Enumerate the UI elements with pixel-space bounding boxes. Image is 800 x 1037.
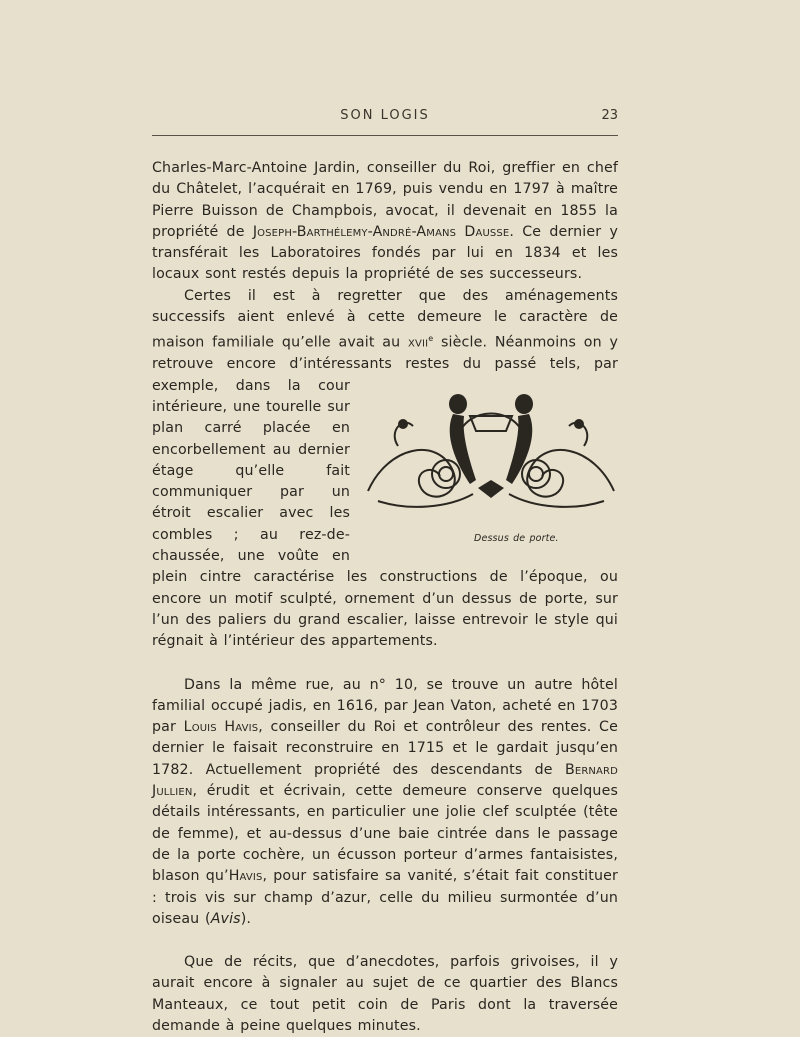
paragraph-2: Certes il est à regretter que des aménagements successifs aient enlevé à cette demeure le caractère de maison familiale qu’elle avait au xvii$^e$ siècle. Néanmoins on y retrouve encore d’intéressants restes Dessus de porte. du passé tels, par exemple, dans la cour intérieure, une tourelle sur plan carré placée en encorbellement au dernier étage qu’elle fait communiquer par un étroit escalier avec les combles ; au rez-de-chaussée, une voûte en plein cintre caractérise les constructions de l’époque, ou encore un motif sculpté, ornement d’un dessus de porte, sur l’un des paliers du grand escalier, laisse entrevoir le style qui régnait à l’intérieur des appartements.: [152, 286, 618, 653]
paragraph-4: Que de récits, que d’anecdotes, parfois grivoises, il y aurait encore à signaler au sujet de ce quartier des Blancs Manteaux, ce tout petit coin de Paris dont la traversée demande à peine quelques minutes.: [152, 954, 618, 1035]
page-number: 23: [601, 108, 618, 123]
body-text: [152, 158, 618, 1037]
century-numeral: xvii: [408, 335, 429, 352]
person-name: Louis Havis: [183, 719, 259, 736]
header-rule: [152, 135, 618, 136]
person-name: Havis: [228, 868, 263, 885]
avis-word: Avis: [210, 910, 241, 927]
paragraph-1: Charles-Marc-Antoine Jardin, conseiller du Roi, greffier en chef du Châtelet, l’acquérait en 1769, puis vendu en 1797 à maître Pierre Buisson de Champbois, avocat, il devenait en 1855 la propriété de Joseph-Barthélemy-André-Amans Dausse. Ce dernier y transférait les Laboratoires fondés par lui en 1834 et les locaux sont restés depuis la propriété de ses successeurs.: [152, 160, 619, 283]
door-ornament-figure: [358, 376, 624, 549]
person-name: Joseph-Barthélemy-André-Amans Dausse: [252, 223, 510, 240]
page-header: [152, 108, 618, 130]
ornament-carving-icon: [358, 376, 624, 526]
person-name: Bernard Jullien: [152, 761, 618, 800]
paragraph-3: Dans la même rue, au n° 10, se trouve un autre hôtel familial occupé jadis, en 1616, par Jean Vaton, acheté en 1703 par Louis Havis, conseiller du Roi et contrôleur des rentes. Ce dernier le faisait reconstruire en 1715 et le gardait jusqu’en 1782. Actuellement propriété des descendants de Bernard Jullien, érudit et écrivain, cette demeure conserve quelques détails intéressants, en particulier une jolie clef sculptée (tête de femme), et au-dessus d’une baie cintrée dans le passage de la porte cochère, un écusson porteur d’armes fantaisistes, blason qu’Havis, pour satisfaire sa vanité, s’était fait constituer : trois vis sur champ d’azur, celle du milieu surmontée d’un oiseau (Avis).: [152, 676, 618, 927]
running-head: SON LOGIS: [340, 108, 430, 123]
figure-caption: Dessus de porte.: [474, 532, 559, 544]
